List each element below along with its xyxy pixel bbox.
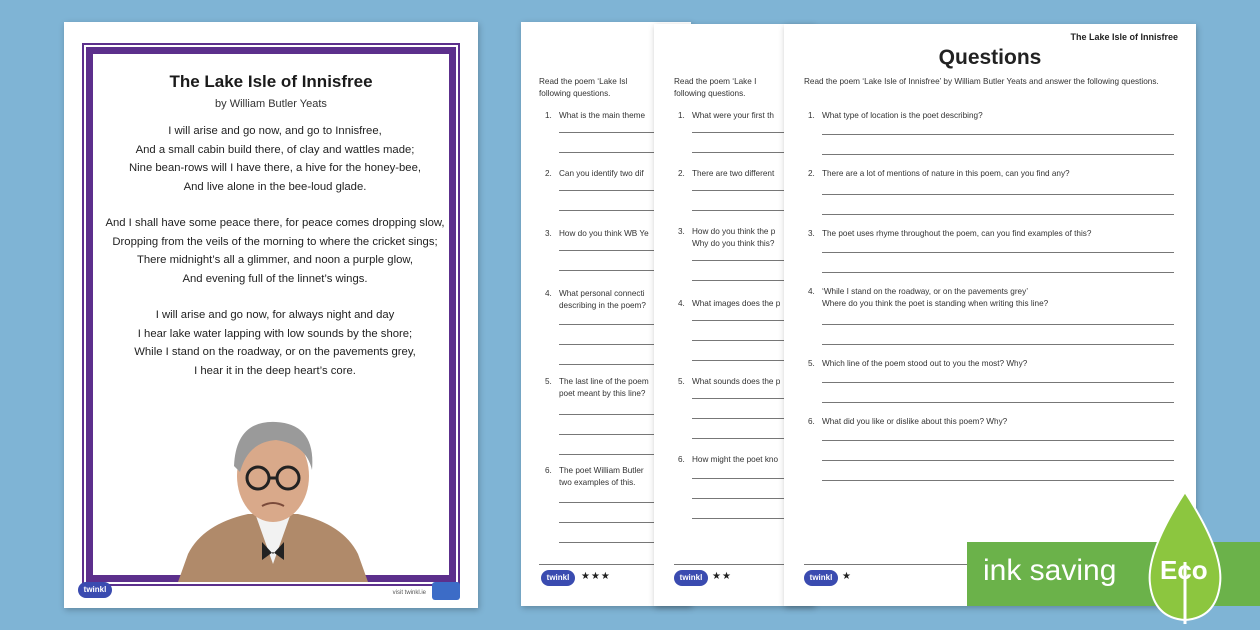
question-item: 1. What is the main theme [545,111,646,120]
sheet-intro: Read the poem ‘Lake Isl following questions. [539,77,628,98]
answer-line[interactable] [822,194,1174,195]
question-item: 2. There are a lot of mentions of nature in this poem, can you find any? [808,169,1070,178]
poem-line: I will arise and go now, and go to Innisfree, [168,125,382,137]
sheet-intro: Read the poem ‘Lake I following questions. [674,77,757,98]
question-item: 1. What were your first th [678,111,774,120]
poem-line: Nine bean-rows will I have there, a hive for the honey-bee, [129,162,421,174]
answer-line[interactable] [822,480,1174,481]
twinkl-badge-icon [432,582,460,600]
sheet-header: The Lake Isle of Innisfree [1070,32,1178,42]
twinkl-logo: twinkl [674,570,708,586]
answer-line[interactable] [822,382,1174,383]
poem-frame [86,47,456,582]
yeats-portrait [178,414,368,582]
question-item: 4. What personal connecti describing in the poem? [545,289,646,310]
question-item: 6. What did you like or dislike about this poem? Why? [808,417,1008,426]
answer-line[interactable] [822,214,1174,215]
answer-line[interactable] [822,154,1174,155]
answer-line[interactable] [822,440,1174,441]
twinkl-logo: twinkl [541,570,575,586]
answer-line[interactable] [822,324,1174,325]
poem-line: I hear lake water lapping with low sounds by the shore; [137,327,413,340]
twinkl-logo: twinkl [804,570,838,586]
question-sheet-1-star [784,24,1196,606]
poem-line: I will arise and go now, for always night and day [155,309,395,321]
footer-url: visit twinkl.ie [392,590,426,596]
sheet-intro: Read the poem ‘Lake Isle of Innisfree’ by William Butler Yeats and answer the following questions. [804,77,1159,86]
question-item: 5. Which line of the poem stood out to you the most? Why? [808,359,1028,368]
poem-stanza [105,122,445,196]
answer-line[interactable] [822,460,1174,461]
answer-line[interactable] [822,252,1174,253]
poem-stanza [105,214,445,288]
answer-line[interactable] [822,344,1174,345]
question-item: 4. ‘While I stand on the roadway, or on the pavements grey’ Where do you think the poet is standing when writing this line? [808,287,1049,308]
poem-line: Dropping from the veils of the morning to where the cricket sings; [112,235,438,248]
poem-line: And a small cabin build there, of clay and wattles made; [135,143,415,156]
poem-line: And I shall have some peace there, for peace comes dropping slow, [105,217,445,229]
difficulty-stars: ★ [842,571,852,582]
question-item: 6. The poet William Butler two examples of this. [545,466,644,487]
answer-line[interactable] [822,272,1174,273]
question-item: 6. How might the poet kno [678,455,779,464]
poem-page [64,22,478,608]
poem-line: I hear it in the deep heart’s core. [194,364,356,377]
question-item: 3. How do you think WB Ye [545,229,649,238]
difficulty-stars: ★★ [712,571,732,582]
question-item: 3. The poet uses rhyme throughout the poem, can you find examples of this? [808,229,1092,238]
ink-saving-text: ink saving [983,554,1117,587]
poem-line: And live alone in the bee-loud glade. [183,180,367,193]
eco-badge-text: Eco [1160,555,1208,585]
poem-stanza [105,306,445,380]
poem-author: by William Butler Yeats [215,98,327,110]
answer-line[interactable] [822,402,1174,403]
poem-line: There midnight’s all a glimmer, and noon a purple glow, [136,254,414,266]
question-item: 3. How do you think the p Why do you think this? [678,227,776,248]
twinkl-logo: twinkl [78,582,112,598]
question-item: 5. The last line of the poem poet meant by this line? [545,377,649,398]
question-item: 1. What type of location is the poet describing? [808,111,983,120]
sheet-title: Questions [938,46,1042,69]
question-item: 4. What images does the p [678,299,781,308]
question-item: 2. Can you identify two dif [545,169,644,178]
question-item: 5. What sounds does the p [678,377,781,386]
poem-line: And evening full of the linnet’s wings. [182,272,368,285]
question-item: 2. There are two different [678,169,775,178]
poem-title: The Lake Isle of Innisfree [169,72,373,91]
difficulty-stars: ★★★ [581,571,611,582]
poem-line: While I stand on the roadway, or on the pavements grey, [134,346,416,358]
answer-line[interactable] [822,134,1174,135]
